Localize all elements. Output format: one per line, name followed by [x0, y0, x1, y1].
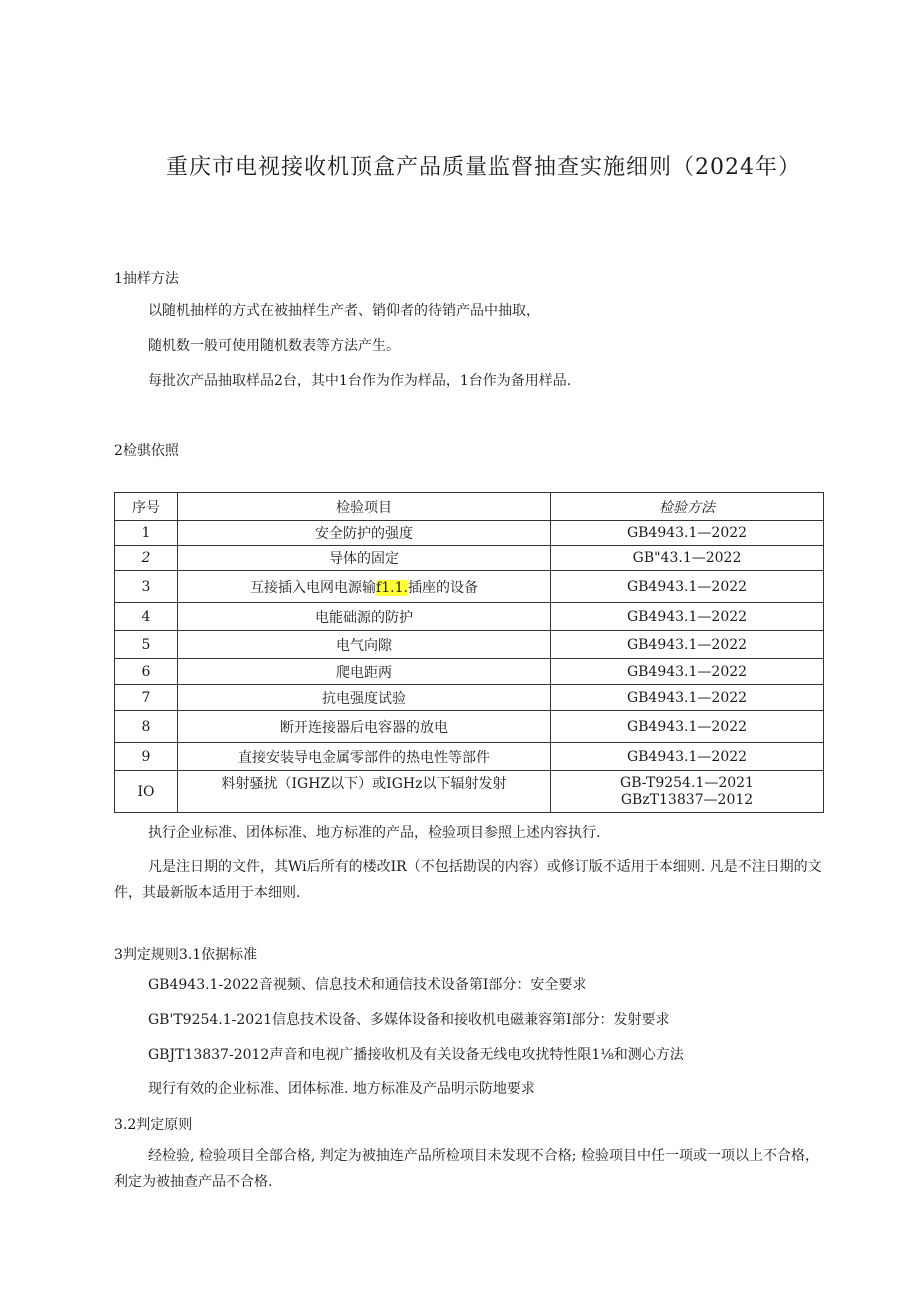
row-item: 导体的固定 — [178, 546, 551, 571]
row-no: 7 — [115, 685, 178, 711]
row-method: GB4943.1—2022 — [551, 631, 824, 659]
section-2-heading: 2检骐依照 — [114, 443, 179, 459]
row-method: GB4943.1—2022 — [551, 743, 824, 771]
highlighted-text: f1.1. — [376, 579, 408, 596]
row-item: 抗电强度试验 — [178, 685, 551, 711]
table-row — [115, 711, 824, 743]
row-no: 2 — [115, 546, 178, 571]
row-item: 爬电距两 — [178, 659, 551, 685]
row-item-part-2: 插座的设备 — [407, 579, 478, 596]
header-no: 序号 — [115, 493, 178, 521]
row-method: GB4943.1—2022 — [551, 571, 824, 603]
row-method: GB4943.1—2022 — [551, 711, 824, 743]
row-item: 安全防护的强度 — [178, 521, 551, 546]
row-no: 5 — [115, 631, 178, 659]
row-no: 9 — [115, 743, 178, 771]
row-no: 3 — [115, 571, 178, 603]
section-1-paragraph-3: 每批次产品抽取样品2台，其中1台作为作为样品，1台作为备用样品. — [148, 373, 572, 389]
row-item: 直接安装导电金属零部件的热电性等部件 — [178, 743, 551, 771]
row-no: IO — [115, 771, 178, 813]
row-method: GB4943.1—2022 — [551, 659, 824, 685]
section-1-paragraph-1: 以随机抽样的方式在被抽样生产者、销仰者的待销产品中抽取， — [148, 303, 540, 319]
row-no: 6 — [115, 659, 178, 685]
row-method: GB4943.1—2022 — [551, 603, 824, 631]
table-row — [115, 685, 824, 711]
header-item: 检验项目 — [178, 493, 551, 521]
row-item — [178, 571, 551, 603]
row-method-line-2: GBzT13837—2012 — [620, 791, 754, 808]
section-1-paragraph-2: 随机数一般可使用随机数表等方法产生。 — [148, 338, 400, 354]
row-method: GB"43.1—2022 — [551, 546, 824, 571]
row-item: 断开连接器后电容器的放电 — [178, 711, 551, 743]
table-row — [115, 743, 824, 771]
table-row — [115, 603, 824, 631]
table-row — [115, 521, 824, 546]
standard-3: GBJT13837-2012声音和电视广播接收机及有关设备无线电攻扰特性限1⅛和测心方法 — [148, 1047, 684, 1063]
table-header-row — [115, 493, 824, 521]
standard-1: GB4943.1-2022音视频、信息技术和通信技术设备第I部分：安全要求 — [148, 977, 587, 993]
table-row — [115, 546, 824, 571]
section-1-heading: 1抽样方法 — [114, 271, 179, 287]
row-item-part-1: 互接插入电网电源输 — [250, 579, 377, 596]
row-method: GB4943.1—2022 — [551, 521, 824, 546]
row-method: GB4943.1—2022 — [551, 685, 824, 711]
section-2-note-1: 执行企业标准、团体标准、地方标准的产品，检验项目参照上述内容执行. — [148, 825, 601, 841]
standard-4: 现行有效的企业标准、团体标准. 地方标准及产品明示防地要求 — [148, 1081, 535, 1097]
row-no: 4 — [115, 603, 178, 631]
row-method — [551, 771, 824, 813]
standard-2: GB'T9254.1-2021信息技术设备、多媒体设备和接收机电磁兼容第I部分：发射要求 — [148, 1012, 670, 1028]
row-item: 电能础源的防护 — [178, 603, 551, 631]
row-no: 1 — [115, 521, 178, 546]
row-method-line-1: GB-T9254.1—2021 — [620, 774, 754, 791]
table-row — [115, 659, 824, 685]
section-2-note-2: 凡是注日期的文件，其Wi后所有的楼改IR（不包括勘误的内容）或修订版不适用于本细则. 凡是不注日期的文件，其最新版本适用于本细则. — [114, 859, 822, 901]
inspection-items-table — [114, 492, 824, 813]
section-3-2-heading: 3.2判定原则 — [114, 1117, 193, 1133]
row-item: 料射骚扰（IGHZ以下）或IGHz以下辐射发射 — [178, 771, 551, 813]
row-no: 8 — [115, 711, 178, 743]
judgement-principle: 经检验, 检验项目全部合格, 判定为被抽连产品所检项目未发现不合格; 检验项目中任一项或一项以上不合格，利定为被抽查产品不合格. — [114, 1148, 819, 1190]
table-row — [115, 571, 824, 603]
document-title: 重庆市电视接收机顶盒产品质量监督抽查实施细则（2024年） — [166, 155, 801, 180]
row-item: 电气向隙 — [178, 631, 551, 659]
section-3-heading: 3判定规则3.1依据标准 — [114, 947, 258, 963]
header-method: 检验方法 — [551, 493, 824, 521]
table-row — [115, 771, 824, 813]
table-row — [115, 631, 824, 659]
